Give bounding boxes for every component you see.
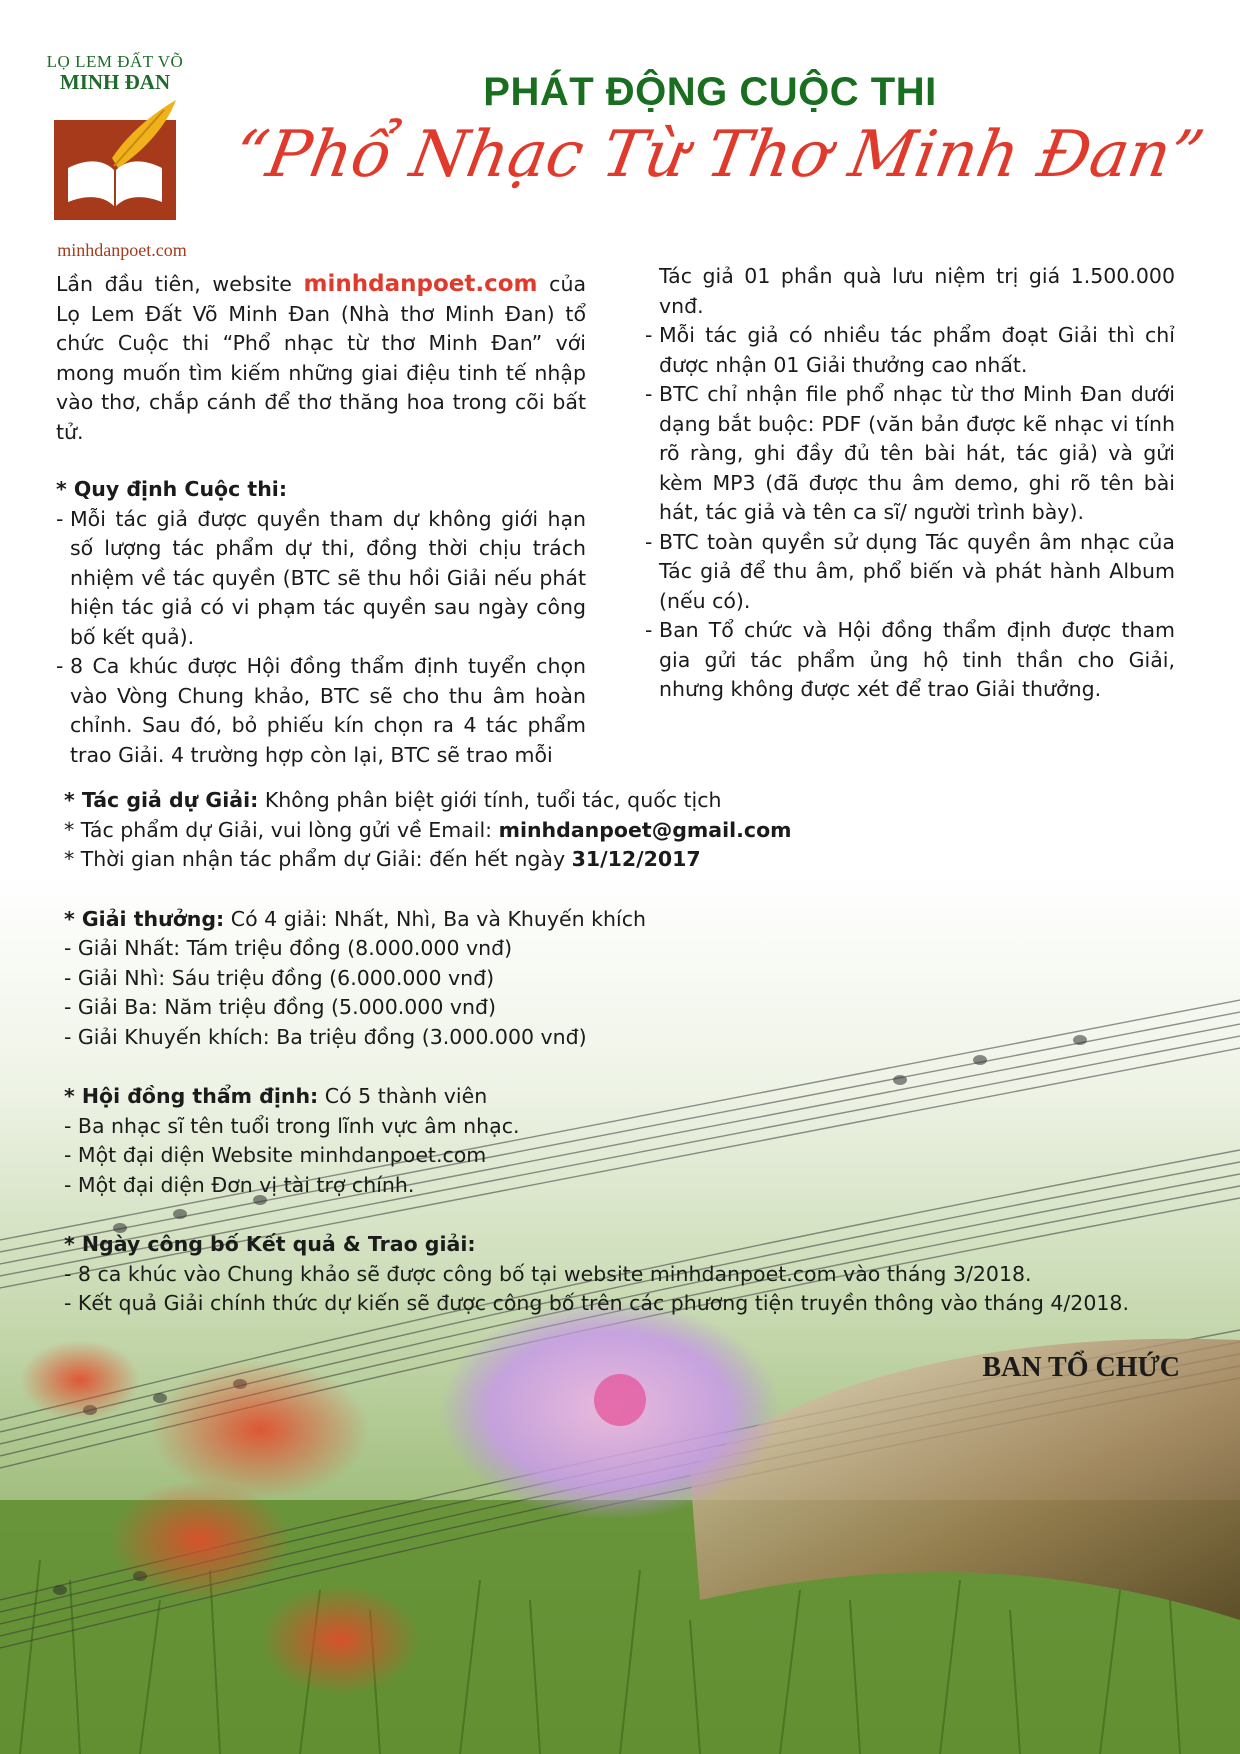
jury-label: * Hội đồng thẩm định: (64, 1084, 319, 1108)
rule-item-5: - BTC toàn quyền sử dụng Tác quyền âm nhạc của Tác giả để thu âm, phổ biến và phát hành Album (nếu có). (645, 529, 1175, 613)
logo-line2: MINH ĐAN (59, 70, 171, 94)
intro-after: của Lọ Lem Đất Võ Minh Đan (Nhà thơ Minh Đan) tổ chức Cuộc thi “Phổ nhạc từ thơ Minh Đan” với mong muốn tìm kiếm những giai điệu tinh tế nhập vào thơ, chắp cánh để thơ thăng hoa trong cõi bất tử. (56, 272, 587, 444)
deadline-label: * Thời gian nhận tác phẩm dự Giải: đến hết ngày (64, 847, 572, 871)
prizes-line (64, 905, 1184, 935)
rule-item-5-text: BTC toàn quyền sử dụng Tác quyền âm nhạc của Tác giả để thu âm, phổ biến và phát hành Album (nếu có). (659, 529, 1175, 613)
deadline-date: 31/12/2017 (571, 847, 701, 871)
email-link[interactable]: minhdanpoet@gmail.com (498, 817, 792, 842)
prize-item-third: - Giải Ba: Năm triệu đồng (5.000.000 vnđ) (64, 995, 497, 1019)
jury-line (64, 1082, 1184, 1112)
participants-text: Không phân biệt giới tính, tuổi tác, quốc tịch (258, 788, 722, 812)
email-label: * Tác phẩm dự Giải, vui lòng gửi về Email: (64, 817, 499, 842)
rule-item-6: - Ban Tổ chức và Hội đồng thẩm định được tham gia gửi tác phẩm ủng hộ tinh thần cho Giải, nhưng không được xét để trao Giải thưởng. (645, 618, 1175, 701)
rule-item-1-text: Mỗi tác giả được quyền tham dự không giới hạn số lượng tác phẩm dự thi, đồng thời chịu trách nhiệm về tác quyền (BTC sẽ thu hồi Giải nếu phát hiện tác giả có vi phạm tác quyền sau ngày công bố kết quả). (70, 506, 586, 649)
jury-text: Có 5 thành viên (318, 1084, 488, 1108)
announce-item-results: - Kết quả Giải chính thức dự kiến sẽ được công bố trên các phương tiện truyền thông vào tháng 4/2018. (64, 1291, 1129, 1315)
announce-heading: * Ngày công bố Kết quả & Trao giải: (64, 1232, 476, 1256)
rule-item-1: - Mỗi tác giả được quyền tham dự không giới hạn số lượng tác phẩm dự thi, đồng thời chịu trách nhiệm về tác quyền (BTC sẽ thu hồi Giải nếu phát hiện tác giả có vi phạm tác quyền sau ngày công bố kết quả). (56, 506, 586, 649)
rules-heading: * Quy định Cuộc thi: (56, 477, 288, 501)
rule-item-2-text: 8 Ca khúc được Hội đồng thẩm định tuyển chọn vào Vòng Chung khảo, BTC sẽ cho thu âm hoàn chỉnh. Sau đó, bỏ phiếu kín chọn ra 4 tác phẩm trao Giải. 4 trường hợp còn lại, BTC sẽ trao mỗi (70, 654, 586, 767)
rule-item-3: - Mỗi tác giả có nhiều tác phẩm đoạt Giải thì chỉ được nhận 01 Giải thưởng cao nhất. (645, 323, 1175, 377)
jury-item-website: - Một đại diện Website minhdanpoet.com (64, 1143, 487, 1167)
prizes-text: Có 4 giải: Nhất, Nhì, Ba và Khuyến khích (224, 906, 646, 931)
intro-before: Lần đầu tiên, website (56, 272, 304, 296)
prize-item-second: - Giải Nhì: Sáu triệu đồng (6.000.000 vnđ) (64, 965, 495, 990)
jury-item-sponsor: - Một đại diện Đơn vị tài trợ chính. (64, 1172, 415, 1197)
announce-item-finalists: - 8 ca khúc vào Chung khảo sẽ được công bố tại website minhdanpoet.com vào tháng 3/2018. (64, 1261, 1032, 1286)
logo-line1: LỌ LEM ĐẤT VÕ (46, 52, 184, 71)
title-script: “Phổ Nhạc Từ Thơ Minh Đan” (228, 118, 1210, 192)
right-column (645, 262, 1175, 705)
prizes-label: * Giải thưởng: (64, 906, 225, 931)
details-section (64, 786, 1184, 1319)
rule-item-6-text: Ban Tổ chức và Hội đồng thẩm định được tham gia gửi tác phẩm ủng hộ tinh thần cho Giải, nhưng không được xét để trao Giải thưởng. (659, 618, 1175, 701)
jury-item-musicians: - Ba nhạc sĩ tên tuổi trong lĩnh vực âm nhạc. (64, 1113, 520, 1138)
prize-item-encouragement: - Giải Khuyến khích: Ba triệu đồng (3.000.000 vnđ) (64, 1024, 587, 1049)
logo (40, 48, 200, 260)
participants-label: * Tác giả dự Giải: (64, 788, 259, 812)
email-line (64, 816, 1184, 846)
rule-item-3-text: Mỗi tác giả có nhiều tác phẩm đoạt Giải thì chỉ được nhận 01 Giải thưởng cao nhất. (659, 323, 1175, 377)
deadline-line (64, 845, 1184, 875)
prize-item-first: - Giải Nhất: Tám triệu đồng (8.000.000 vnđ) (64, 936, 513, 960)
logo-url: minhdanpoet.com (57, 240, 187, 260)
left-column (56, 270, 586, 770)
book-quill-icon (52, 98, 178, 224)
rule-item-4: - BTC chỉ nhận file phổ nhạc từ thơ Minh Đan dưới dạng bắt buộc: PDF (văn bản được kẽ nhạc vi tính rõ ràng, ghi đầy đủ tên bài hát, tác giả) và gửi kèm MP3 (đã được thu âm demo, ghi rõ tên bài hát, tác giả và tên ca sĩ/ người trình bày). (645, 382, 1175, 524)
rule-item-2-continued: Tác giả 01 phần quà lưu niệm trị giá 1.500.000 vnđ. (659, 264, 1175, 318)
rule-item-4-text: BTC chỉ nhận file phổ nhạc từ thơ Minh Đan dưới dạng bắt buộc: PDF (văn bản được kẽ nhạc vi tính rõ ràng, ghi đầy đủ tên bài hát, tác giả) và gửi kèm MP3 (đã được thu âm demo, ghi rõ tên bài hát, tác giả và tên ca sĩ/ người trình bày). (659, 382, 1175, 524)
title-top: PHÁT ĐỘNG CUỘC THI (483, 70, 937, 114)
intro-paragraph (56, 270, 586, 447)
organizer-signature: BAN TỔ CHỨC (982, 1352, 1180, 1383)
intro-site-link[interactable]: minhdanpoet.com (303, 271, 538, 297)
participants-line (64, 786, 1184, 816)
rule-item-2: - 8 Ca khúc được Hội đồng thẩm định tuyển chọn vào Vòng Chung khảo, BTC sẽ cho thu âm hoàn chỉnh. Sau đó, bỏ phiếu kín chọn ra 4 tác phẩm trao Giải. 4 trường hợp còn lại, BTC sẽ trao mỗi (56, 654, 586, 767)
